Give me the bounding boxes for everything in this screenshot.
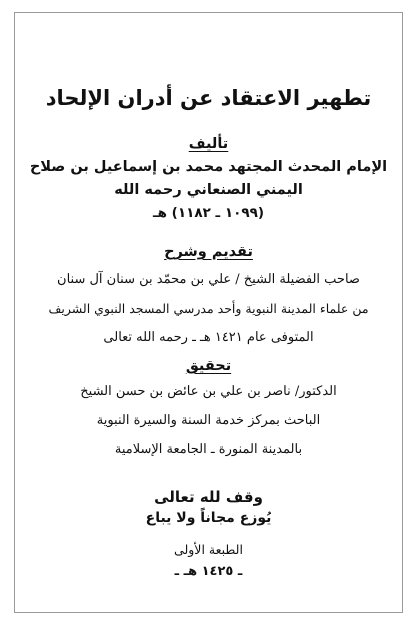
introduction-heading: تقديم وشرح <box>164 244 253 260</box>
author-dates: (١٠٩٩ ـ ١١٨٢) هـ <box>153 205 264 221</box>
authorship-heading: تأليف <box>188 136 229 152</box>
introduction-line-3: المتوفى عام ١٤٢١ هـ ـ رحمه الله تعالى <box>103 330 314 345</box>
edition-year: ـ ١٤٢٥ هـ ـ <box>174 564 243 579</box>
author-line-2: اليمني الصنعاني رحمه الله <box>114 182 303 198</box>
introduction-line-2: من علماء المدينة النبوية وأحد مدرسي المسجد النبوي الشريف <box>48 301 369 316</box>
verification-line-2: الباحث بمركز خدمة السنة والسيرة النبوية <box>96 413 321 428</box>
introduction-line-1: صاحب الفضيلة الشيخ / علي بن محمّد بن سنان آل سنان <box>57 272 360 287</box>
verification-line-3: بالمدينة المنورة ـ الجامعة الإسلامية <box>114 442 303 457</box>
endowment-line-1: وقف لله تعالى <box>154 488 263 506</box>
author-line-1: الإمام المحدث المجتهد محمد بن إسماعيل بن صلاح <box>29 159 388 175</box>
verification-line-1: الدكتور/ ناصر بن علي بن عائض بن حسن الشيخ <box>80 384 337 399</box>
endowment-line-2: يُوزع مجاناً ولا يباع <box>145 510 272 526</box>
book-title: تطهير الاعتقاد عن أدران الإلحاد <box>45 86 372 110</box>
verification-heading: تحقيق <box>185 358 232 374</box>
edition-label: الطبعة الأولى <box>174 542 243 557</box>
